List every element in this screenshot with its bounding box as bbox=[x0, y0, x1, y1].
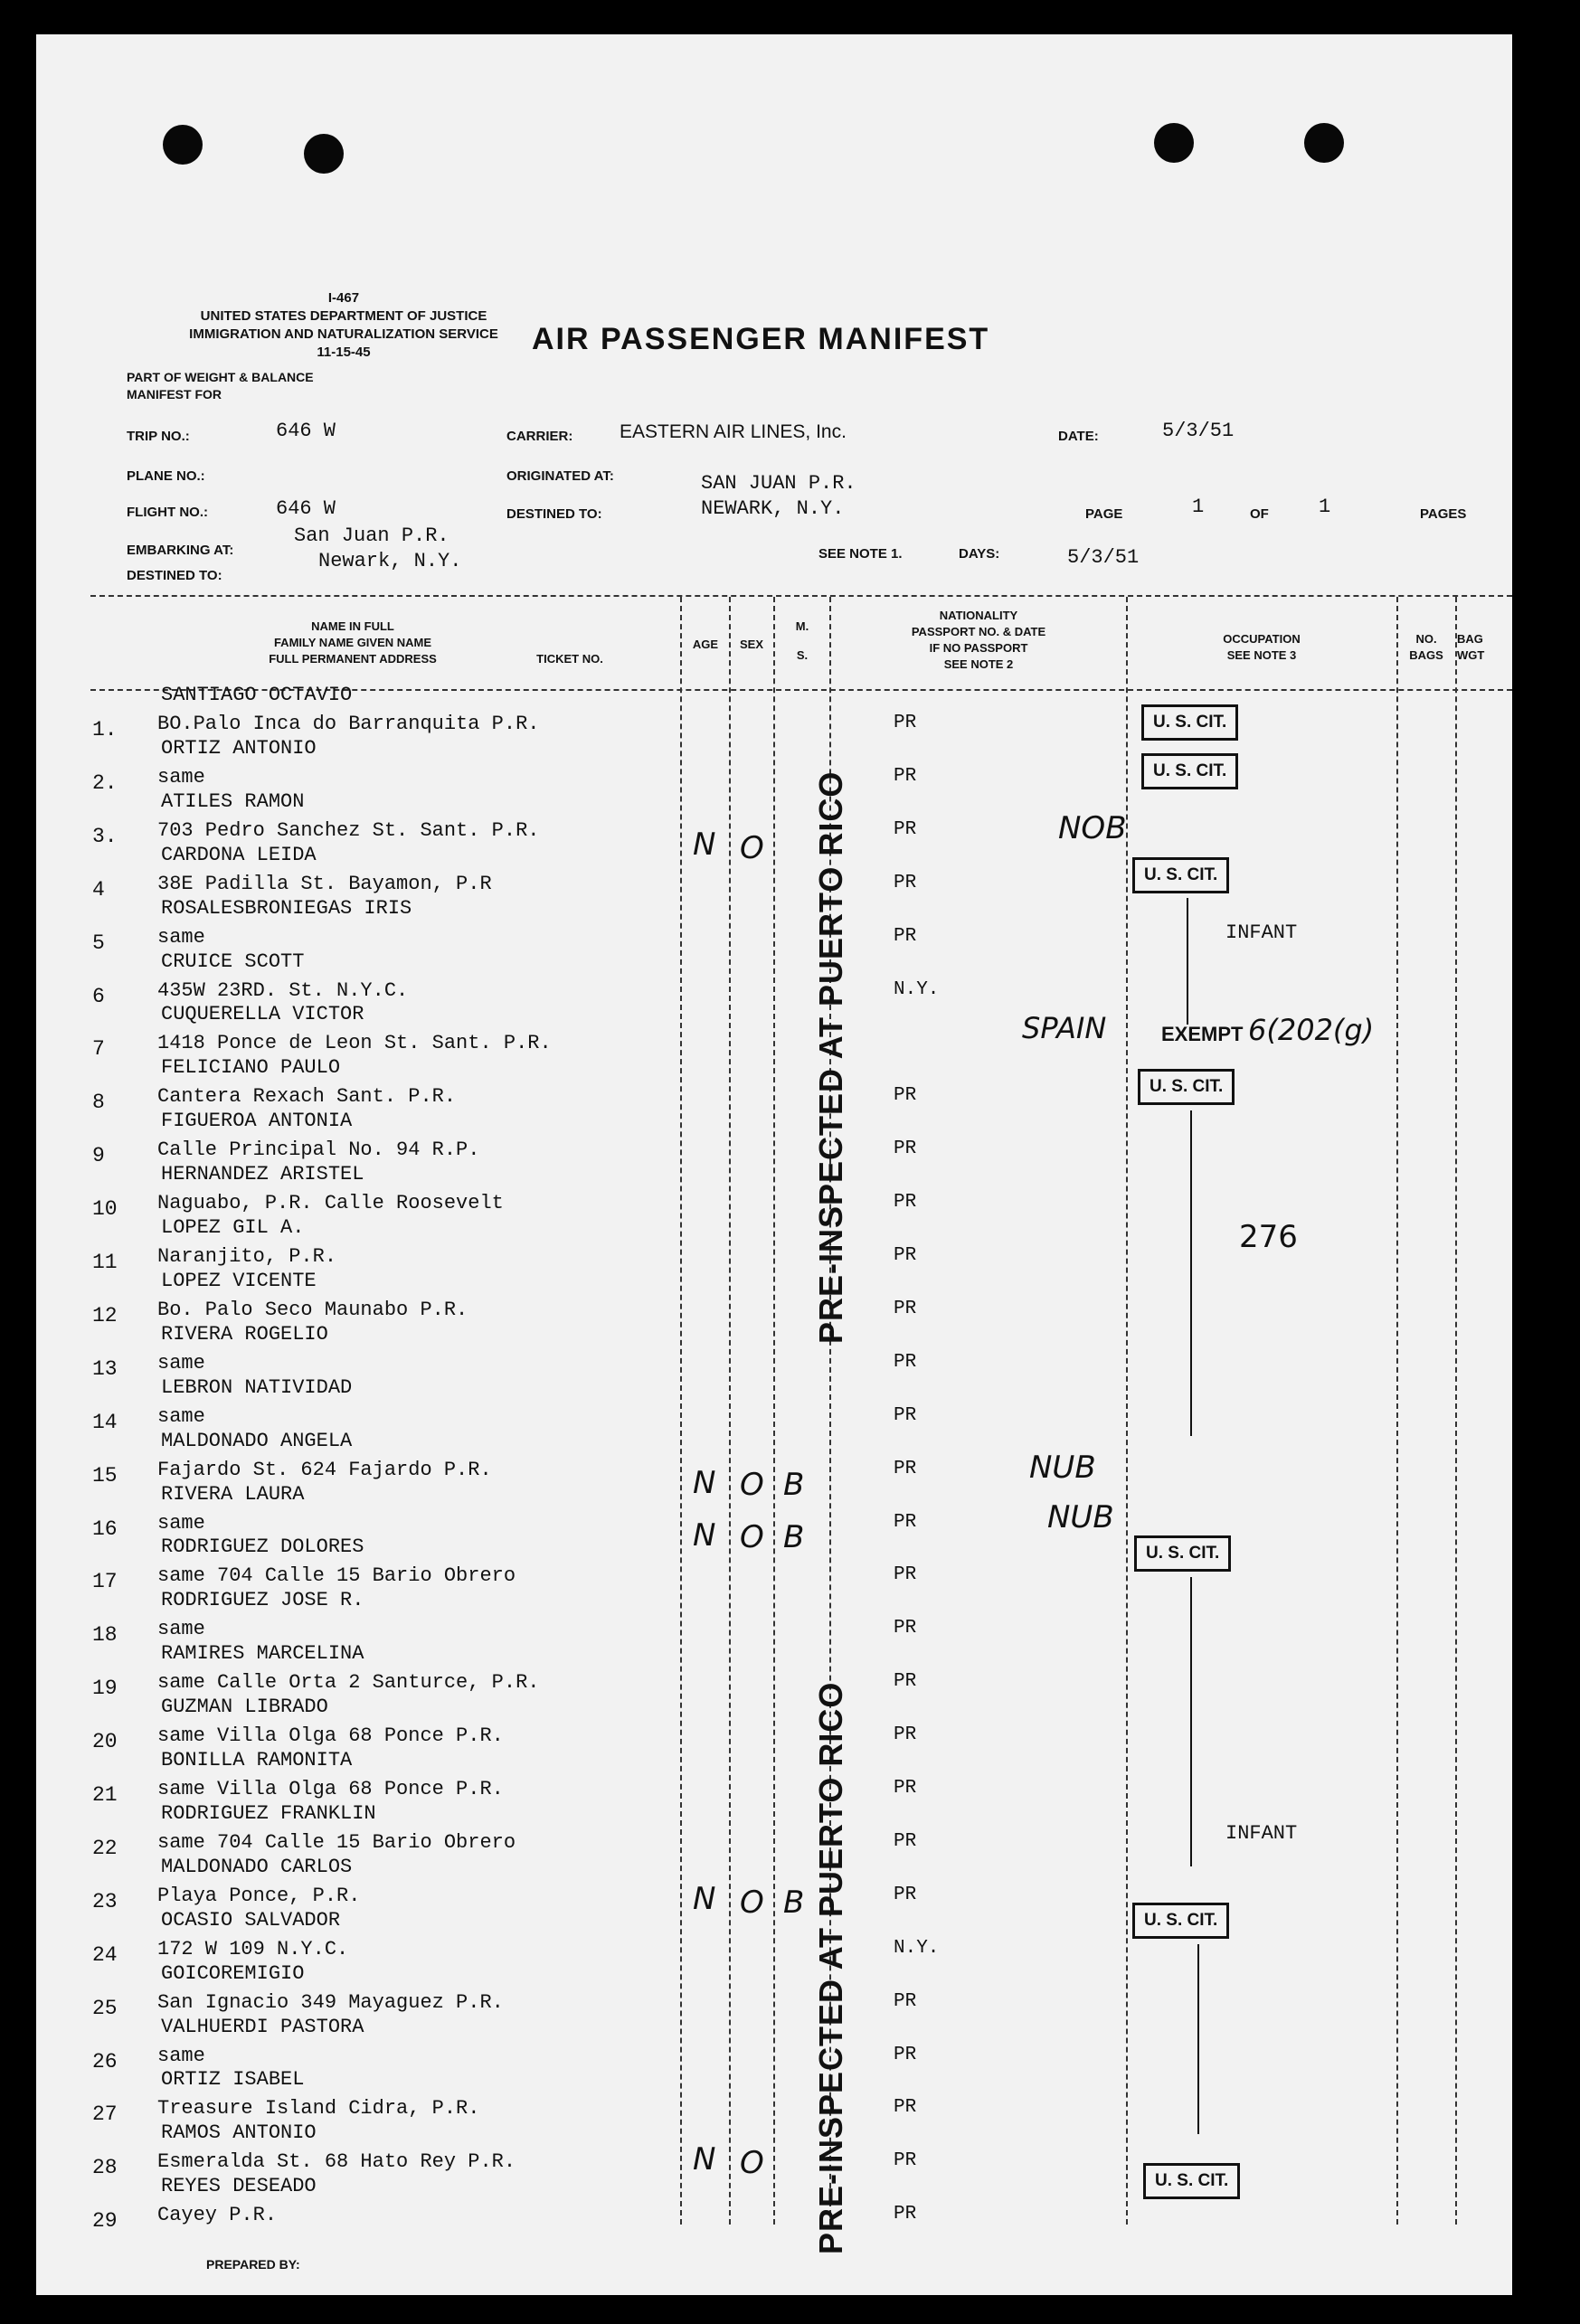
handwritten-sex: O bbox=[740, 1467, 764, 1503]
bags-header-line: NO. bbox=[1415, 632, 1437, 646]
passenger-number: 16 bbox=[92, 1516, 118, 1541]
passenger-address: 703 Pedro Sanchez St. Sant. P.R. bbox=[157, 818, 540, 842]
us-citizen-stamp: U. S. CIT. bbox=[1134, 1535, 1231, 1572]
passenger-name: ROSALESBRONIEGAS IRIS bbox=[161, 896, 412, 920]
destined-label: DESTINED TO: bbox=[506, 506, 602, 522]
passenger-name: MALDONADO ANGELA bbox=[161, 1429, 353, 1452]
handwritten-age: N bbox=[693, 1881, 716, 1917]
passenger-address: San Ignacio 349 Mayaguez P.R. bbox=[157, 1990, 504, 2014]
passenger-address: same 704 Calle 15 Bario Obrero bbox=[157, 1830, 516, 1854]
passenger-row bbox=[36, 2175, 1512, 2234]
handwritten-count: 276 bbox=[1239, 1219, 1298, 1255]
passenger-name: LOPEZ VICENTE bbox=[161, 1269, 317, 1292]
handwritten-ms: B bbox=[783, 1885, 805, 1921]
passenger-address: Fajardo St. 624 Fajardo P.R. bbox=[157, 1458, 492, 1481]
passenger-name: BONILLA RAMONITA bbox=[161, 1749, 353, 1771]
nat-header-line: SEE NOTE 2 bbox=[943, 657, 1014, 671]
handwritten-sex: O bbox=[740, 1885, 764, 1921]
occ-header-line: SEE NOTE 3 bbox=[1226, 648, 1297, 662]
passenger-nationality: PR bbox=[894, 925, 917, 947]
form-date: 11-15-45 bbox=[317, 345, 371, 360]
passenger-number: 18 bbox=[92, 1623, 118, 1648]
passenger-nationality: PR bbox=[894, 1404, 917, 1426]
passenger-name: FIGUEROA ANTONIA bbox=[161, 1110, 353, 1133]
passenger-number: 12 bbox=[92, 1303, 118, 1327]
passenger-row bbox=[36, 1429, 1512, 1488]
passenger-name: RAMOS ANTONIO bbox=[161, 2121, 317, 2145]
passenger-row bbox=[36, 1535, 1512, 1594]
of-value: 1 bbox=[1319, 496, 1331, 518]
passenger-name: MALDONADO CARLOS bbox=[161, 1855, 353, 1878]
passenger-nationality: PR bbox=[894, 1830, 917, 1852]
ticket-column-header: TICKET NO. bbox=[536, 652, 603, 666]
days-label: DAYS: bbox=[959, 546, 1000, 562]
handwritten-sex: O bbox=[740, 830, 764, 866]
passenger-nationality: PR bbox=[894, 1618, 917, 1639]
passenger-address: Naguabo, P.R. Calle Roosevelt bbox=[157, 1192, 504, 1215]
passenger-number: 15 bbox=[92, 1463, 118, 1488]
us-citizen-stamp: U. S. CIT. bbox=[1138, 1069, 1235, 1105]
passenger-address: same bbox=[157, 765, 205, 789]
trip-value: 646 W bbox=[276, 420, 336, 442]
passenger-nationality: PR bbox=[894, 872, 917, 893]
passenger-row bbox=[36, 1163, 1512, 1222]
handwritten-exempt-code: 6(202(g) bbox=[1248, 1013, 1375, 1047]
passenger-nationality: PR bbox=[894, 1245, 917, 1266]
passenger-number: 17 bbox=[92, 1570, 118, 1594]
passenger-address: same 704 Calle 15 Bario Obrero bbox=[157, 1564, 516, 1588]
handwritten-spain: SPAIN bbox=[1022, 1011, 1107, 1045]
handwritten-sex: O bbox=[740, 2145, 764, 2181]
passenger-number: 6 bbox=[92, 984, 105, 1008]
passenger-row bbox=[36, 1375, 1512, 1434]
passenger-name: RAMIRES MARCELINA bbox=[161, 1642, 364, 1666]
bag-header-line: WGT bbox=[1457, 648, 1485, 662]
passenger-row bbox=[36, 1961, 1512, 2020]
ditto-line bbox=[1197, 1944, 1199, 2134]
bags-header-line: BAGS bbox=[1409, 648, 1443, 662]
passenger-row bbox=[36, 789, 1512, 848]
form-number: I-467 bbox=[327, 290, 360, 306]
passenger-name: CRUICE SCOTT bbox=[161, 949, 305, 973]
destined-to-value: Newark, N.Y. bbox=[318, 550, 462, 572]
passenger-number: 29 bbox=[92, 2209, 118, 2234]
passenger-number: 1. bbox=[92, 718, 118, 742]
occupation-infant: INFANT bbox=[1225, 921, 1298, 944]
embarking-value: San Juan P.R. bbox=[294, 524, 449, 547]
nat-header-line: NATIONALITY bbox=[939, 609, 1018, 622]
passenger-nationality: N.Y. bbox=[894, 1937, 940, 1959]
passenger-address: same Villa Olga 68 Ponce P.R. bbox=[157, 1778, 504, 1800]
age-column-header: AGE bbox=[692, 638, 719, 651]
passenger-row bbox=[36, 1696, 1512, 1754]
passenger-address: same bbox=[157, 1404, 205, 1428]
passenger-name: SANTIAGO OCTAVIO bbox=[161, 684, 353, 706]
occ-header-line: OCCUPATION bbox=[1223, 632, 1301, 646]
occupation-column-header bbox=[1131, 631, 1393, 664]
passenger-name: GUZMAN LIBRADO bbox=[161, 1696, 328, 1719]
bags-column-header bbox=[1398, 631, 1454, 664]
passenger-number: 8 bbox=[92, 1091, 105, 1115]
part-line2: MANIFEST FOR bbox=[127, 387, 222, 402]
passenger-number: 24 bbox=[92, 1942, 118, 1967]
passenger-row bbox=[36, 1110, 1512, 1168]
originated-label: ORIGINATED AT: bbox=[506, 468, 614, 484]
name-header-line: FAMILY NAME GIVEN NAME bbox=[273, 636, 432, 649]
passenger-address: BO.Palo Inca do Barranquita P.R. bbox=[157, 713, 540, 735]
passenger-number: 4 bbox=[92, 877, 105, 902]
passenger-number: 3. bbox=[92, 824, 118, 848]
form-service: IMMIGRATION AND NATURALIZATION SERVICE bbox=[189, 326, 498, 342]
passenger-number: 21 bbox=[92, 1783, 118, 1807]
passenger-name: RODRIGUEZ DOLORES bbox=[161, 1535, 364, 1559]
passenger-number: 23 bbox=[92, 1889, 118, 1913]
passenger-row bbox=[36, 736, 1512, 795]
passenger-nationality: PR bbox=[894, 1511, 917, 1533]
see-note-label: SEE NOTE 1. bbox=[818, 546, 903, 562]
passenger-nationality: PR bbox=[894, 1671, 917, 1693]
manifest-sheet bbox=[36, 34, 1512, 2295]
form-dept: UNITED STATES DEPARTMENT OF JUSTICE bbox=[200, 308, 487, 324]
passenger-nationality: PR bbox=[894, 1298, 917, 1319]
flight-label: FLIGHT NO.: bbox=[127, 505, 208, 520]
name-header-line: FULL PERMANENT ADDRESS bbox=[269, 652, 437, 666]
handwritten-note: NUB bbox=[1047, 1499, 1114, 1535]
handwritten-age: N bbox=[693, 2141, 716, 2178]
passenger-nationality: PR bbox=[894, 2150, 917, 2172]
passenger-row bbox=[36, 1271, 1512, 1325]
passenger-name: VALHUERDI PASTORA bbox=[161, 2015, 364, 2038]
passenger-nationality: PR bbox=[894, 1458, 917, 1479]
originated-value: SAN JUAN P.R. bbox=[701, 472, 856, 495]
passenger-row bbox=[36, 1589, 1512, 1648]
ditto-line bbox=[1190, 1577, 1192, 1866]
passenger-number: 11 bbox=[92, 1251, 118, 1274]
us-citizen-stamp: U. S. CIT. bbox=[1132, 857, 1229, 893]
punch-hole bbox=[163, 125, 203, 165]
bag-header-line: BAG bbox=[1457, 632, 1483, 646]
form-part bbox=[127, 369, 314, 403]
passenger-address: same bbox=[157, 1351, 205, 1375]
passenger-address: same Calle Orta 2 Santurce, P.R. bbox=[157, 1671, 540, 1695]
passenger-row bbox=[36, 1322, 1512, 1381]
prepared-by-label: PREPARED BY: bbox=[206, 2257, 300, 2272]
passenger-row bbox=[36, 1857, 1512, 1911]
passenger-address: same bbox=[157, 1618, 205, 1641]
passenger-row bbox=[36, 1908, 1512, 1967]
passenger-address: 172 W 109 N.Y.C. bbox=[157, 1937, 349, 1960]
passenger-name: RIVERA LAURA bbox=[161, 1482, 305, 1506]
passenger-nationality: PR bbox=[894, 1724, 917, 1746]
passenger-row bbox=[36, 1056, 1512, 1115]
preinspected-stamp: PRE-INSPECTED AT PUERTO RICO bbox=[812, 1681, 849, 2254]
nat-header-line: IF NO PASSPORT bbox=[929, 641, 1028, 655]
passenger-row bbox=[36, 1482, 1512, 1541]
passenger-nationality: PR bbox=[894, 1138, 917, 1160]
passenger-address: Cantera Rexach Sant. P.R. bbox=[157, 1085, 457, 1109]
passenger-row bbox=[36, 1749, 1512, 1807]
passenger-address: Bo. Palo Seco Maunabo P.R. bbox=[157, 1298, 468, 1321]
passenger-number: 22 bbox=[92, 1836, 118, 1860]
passenger-number: 13 bbox=[92, 1356, 118, 1381]
carrier-label: CARRIER: bbox=[506, 429, 573, 444]
handwritten-age: N bbox=[693, 827, 716, 863]
passenger-name: LEBRON NATIVIDAD bbox=[161, 1375, 353, 1399]
nat-header-line: PASSPORT NO. & DATE bbox=[911, 625, 1046, 638]
pages-label: PAGES bbox=[1420, 506, 1467, 522]
passenger-address: same Villa Olga 68 Ponce P.R. bbox=[157, 1724, 504, 1748]
passenger-nationality: PR bbox=[894, 1192, 917, 1214]
passenger-number: 20 bbox=[92, 1730, 118, 1754]
passenger-address: 435W 23RD. St. N.Y.C. bbox=[157, 978, 409, 1002]
exempt-stamp: EXEMPT bbox=[1161, 1023, 1244, 1045]
passenger-number: 26 bbox=[92, 2049, 118, 2074]
passenger-address: Calle Principal No. 94 R.P. bbox=[157, 1138, 480, 1162]
date-value: 5/3/51 bbox=[1162, 420, 1235, 442]
passenger-nationality: PR bbox=[894, 2044, 917, 2065]
passenger-nationality: PR bbox=[894, 765, 917, 787]
name-header-line: NAME IN FULL bbox=[311, 619, 394, 633]
punch-hole bbox=[304, 134, 344, 174]
passenger-number: 5 bbox=[92, 931, 105, 955]
page-title: AIR PASSENGER MANIFEST bbox=[532, 322, 990, 356]
page-value: 1 bbox=[1192, 496, 1205, 518]
passenger-row bbox=[36, 2015, 1512, 2074]
passenger-number: 19 bbox=[92, 1677, 118, 1701]
us-citizen-stamp: U. S. CIT. bbox=[1141, 753, 1238, 789]
passenger-number: 27 bbox=[92, 2102, 118, 2127]
passenger-nationality: N.Y. bbox=[894, 978, 940, 1000]
passenger-name: OCASIO SALVADOR bbox=[161, 1908, 341, 1932]
passenger-number: 28 bbox=[92, 2156, 118, 2180]
passenger-number: 14 bbox=[92, 1410, 118, 1434]
passenger-name: RODRIGUEZ JOSE R. bbox=[161, 1589, 364, 1612]
passenger-number: 7 bbox=[92, 1037, 105, 1062]
passenger-nationality: PR bbox=[894, 818, 917, 840]
passenger-address: same bbox=[157, 1511, 205, 1535]
handwritten-note: NOB bbox=[1058, 810, 1127, 846]
ms-column-header bbox=[775, 619, 829, 664]
passenger-address: same bbox=[157, 925, 205, 949]
passenger-address: 38E Padilla St. Bayamon, P.R bbox=[157, 872, 492, 895]
bag-weight-column-header bbox=[1457, 631, 1511, 664]
ditto-line bbox=[1187, 898, 1188, 1025]
passenger-row bbox=[36, 2121, 1512, 2180]
passenger-address: Naranjito, P.R. bbox=[157, 1245, 337, 1268]
passenger-name: RIVERA ROGELIO bbox=[161, 1322, 328, 1346]
us-citizen-stamp: U. S. CIT. bbox=[1132, 1903, 1229, 1939]
sex-column-header: SEX bbox=[739, 638, 763, 651]
passenger-row bbox=[36, 843, 1512, 902]
divider bbox=[90, 595, 1512, 597]
ditto-line bbox=[1190, 1110, 1192, 1436]
handwritten-note: NUB bbox=[1029, 1450, 1096, 1486]
passenger-name: FELICIANO PAULO bbox=[161, 1056, 341, 1080]
passenger-address: same bbox=[157, 2044, 205, 2067]
passenger-name: ORTIZ ANTONIO bbox=[161, 736, 317, 760]
handwritten-ms: B bbox=[783, 1467, 805, 1503]
passenger-address: 1418 Ponce de Leon St. Sant. P.R. bbox=[157, 1032, 552, 1055]
flight-value: 646 W bbox=[276, 497, 336, 520]
occupation-infant: INFANT bbox=[1225, 1822, 1298, 1845]
nationality-column-header bbox=[832, 608, 1125, 673]
passenger-name: HERNANDEZ ARISTEL bbox=[161, 1163, 364, 1186]
punch-hole bbox=[1154, 123, 1194, 163]
passenger-name: REYES DESEADO bbox=[161, 2175, 317, 2198]
handwritten-age: N bbox=[693, 1465, 716, 1501]
passenger-number: 9 bbox=[92, 1144, 105, 1168]
us-citizen-stamp: U. S. CIT. bbox=[1143, 2163, 1240, 2199]
of-label: OF bbox=[1250, 506, 1269, 522]
passenger-row bbox=[36, 684, 1512, 742]
embarking-label: EMBARKING AT: bbox=[127, 543, 234, 558]
passenger-row bbox=[36, 949, 1512, 1008]
form-identification bbox=[127, 289, 561, 362]
plane-label: PLANE NO.: bbox=[127, 468, 205, 484]
passenger-name: LOPEZ GIL A. bbox=[161, 1216, 305, 1239]
carrier-value: EASTERN AIR LINES, Inc. bbox=[620, 421, 847, 442]
passenger-number: 10 bbox=[92, 1197, 118, 1222]
passenger-nationality: PR bbox=[894, 1564, 917, 1586]
trip-label: TRIP NO.: bbox=[127, 429, 190, 444]
ms-header-line: S. bbox=[796, 648, 809, 662]
passenger-name: GOICOREMIGIO bbox=[161, 1961, 305, 1985]
passenger-nationality: PR bbox=[894, 713, 917, 733]
passenger-number: 2. bbox=[92, 770, 118, 795]
destined-value: NEWARK, N.Y. bbox=[701, 497, 845, 520]
handwritten-ms: B bbox=[783, 1519, 805, 1555]
passenger-nationality: PR bbox=[894, 2204, 917, 2225]
passenger-name: RODRIGUEZ FRANKLIN bbox=[161, 1801, 376, 1825]
passenger-address: Treasure Island Cidra, P.R. bbox=[157, 2097, 480, 2121]
ms-header-line: M. bbox=[795, 619, 809, 633]
preinspected-stamp: PRE-INSPECTED AT PUERTO RICO bbox=[812, 770, 849, 1344]
passenger-row bbox=[36, 1642, 1512, 1701]
passenger-number: 25 bbox=[92, 1996, 118, 2020]
passenger-nationality: PR bbox=[894, 1778, 917, 1799]
passenger-name: ATILES RAMON bbox=[161, 789, 305, 813]
punch-hole bbox=[1304, 123, 1344, 163]
passenger-address: Playa Ponce, P.R. bbox=[157, 1884, 361, 1907]
passenger-nationality: PR bbox=[894, 1351, 917, 1373]
passenger-nationality: PR bbox=[894, 1884, 917, 1905]
passenger-name: CARDONA LEIDA bbox=[161, 843, 317, 866]
us-citizen-stamp: U. S. CIT. bbox=[1141, 704, 1238, 741]
page-label: PAGE bbox=[1085, 506, 1123, 522]
passenger-address: Esmeralda St. 68 Hato Rey P.R. bbox=[157, 2150, 516, 2174]
passenger-nationality: PR bbox=[894, 1990, 917, 2012]
name-column-header bbox=[199, 619, 506, 667]
passenger-nationality: PR bbox=[894, 2097, 917, 2119]
days-value: 5/3/51 bbox=[1067, 546, 1140, 569]
passenger-name: CUQUERELLA VICTOR bbox=[161, 1003, 364, 1026]
passenger-nationality: PR bbox=[894, 1085, 917, 1107]
handwritten-sex: O bbox=[740, 1519, 764, 1555]
passenger-row bbox=[36, 2068, 1512, 2127]
date-label: DATE: bbox=[1058, 429, 1099, 444]
part-line1: PART OF WEIGHT & BALANCE bbox=[127, 370, 314, 384]
destined-to-label: DESTINED TO: bbox=[127, 568, 222, 583]
passenger-address: Cayey P.R. bbox=[157, 2204, 278, 2227]
passenger-name: ORTIZ ISABEL bbox=[161, 2068, 305, 2092]
handwritten-age: N bbox=[693, 1517, 716, 1554]
